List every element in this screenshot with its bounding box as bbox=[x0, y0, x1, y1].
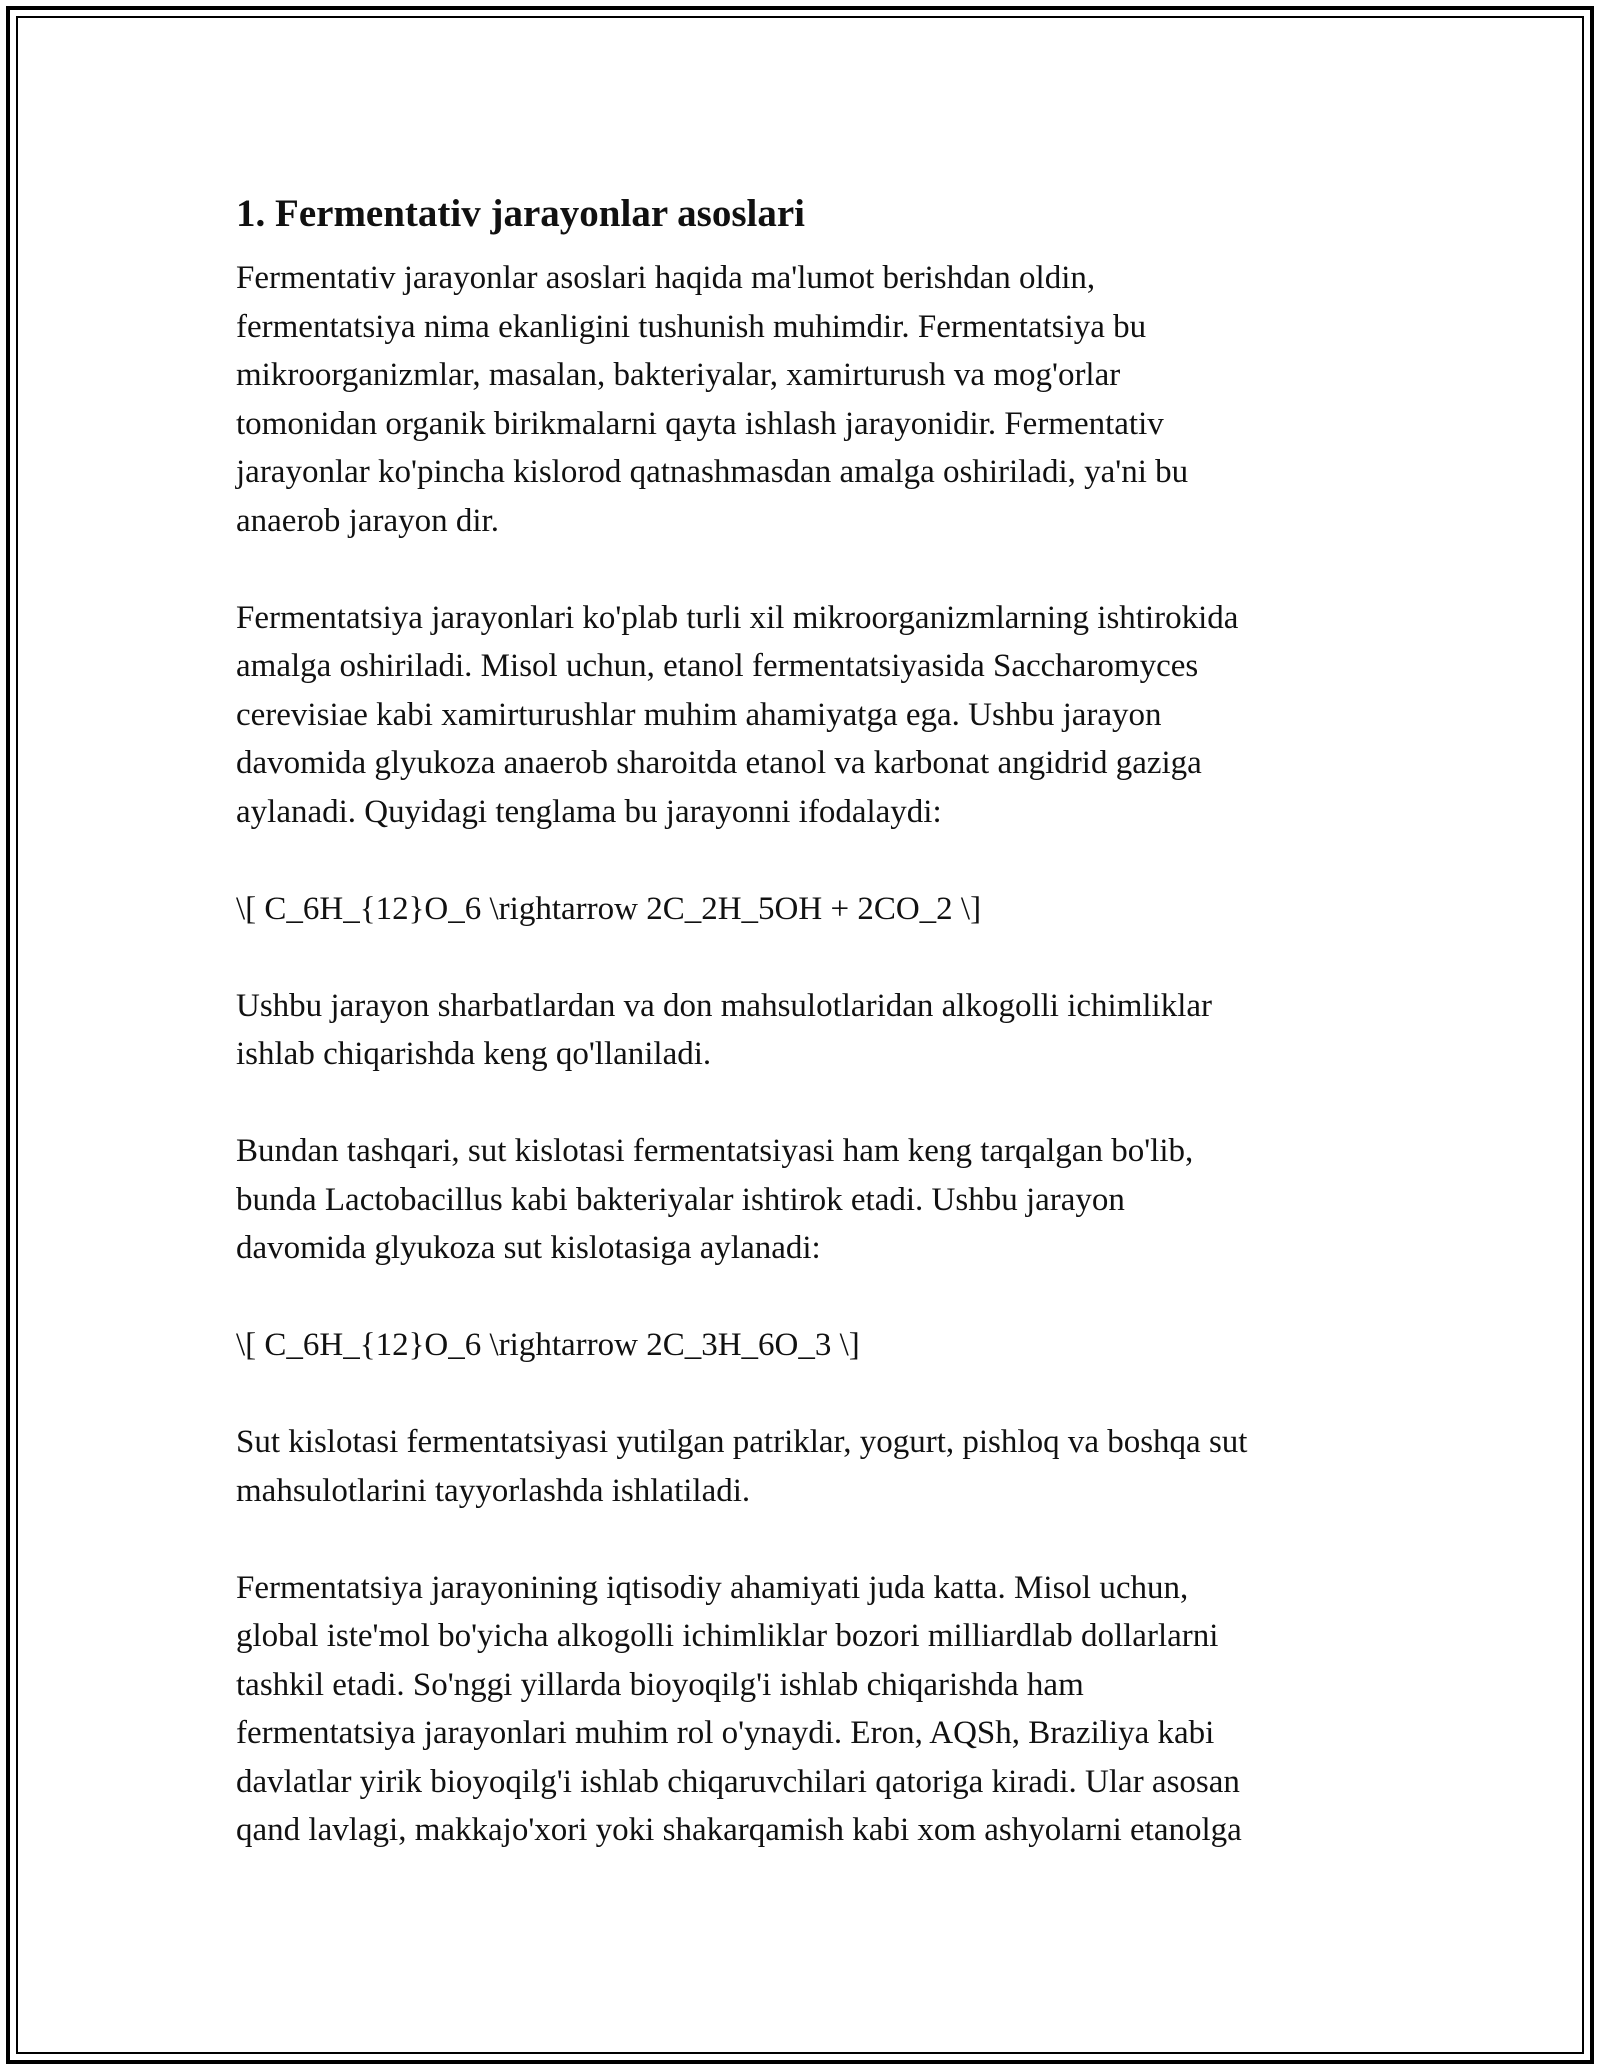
text-line: davomida glyukoza anaerob sharoitda etanol va karbonat angidrid gaziga bbox=[236, 745, 1202, 781]
text-line: tomonidan organik birikmalarni qayta ishlash jarayonidir. Fermentativ bbox=[236, 405, 1164, 442]
text-line: Sut kislotasi fermentatsiyasi yutilgan patriklar, yogurt, pishloq va boshqa sut bbox=[236, 1424, 1248, 1460]
text-line: ishlab chiqarishda keng qo'llaniladi. bbox=[236, 1036, 712, 1072]
text-line: Fermentatsiya jarayonlari ko'plab turli xil mikroorganizmlarning ishtirokida bbox=[236, 599, 1239, 636]
equation-lactic-acid: \[ C_6H_{12}O_6 \rightarrow 2C_3H_6O_3 \] bbox=[236, 1327, 860, 1363]
text-line: qand lavlagi, makkajo'xori yoki shakarqamish kabi xom ashyolarni etanolga bbox=[236, 1812, 1242, 1848]
equation-ethanol: \[ C_6H_{12}O_6 \rightarrow 2C_2H_5OH + 2CO_2 \] bbox=[236, 890, 982, 927]
paragraph-alcohol-usage bbox=[236, 982, 1386, 1079]
text-line: jarayonlar ko'pincha kislorod qatnashmasdan amalga oshiriladi, ya'ni bu bbox=[236, 454, 1189, 490]
text-line: fermentatsiya jarayonlari muhim rol o'ynaydi. Eron, AQSh, Braziliya kabi bbox=[236, 1715, 1215, 1751]
text-line: global iste'mol bo'yicha alkogolli ichimliklar bozori milliardlab dollarlarni bbox=[236, 1618, 1219, 1654]
text-line: aylanadi. Quyidagi tenglama bu jarayonni ifodalaydi: bbox=[236, 793, 942, 830]
paragraph-intro bbox=[236, 254, 1386, 545]
text-line: mahsulotlarini tayyorlashda ishlatiladi. bbox=[236, 1472, 751, 1509]
text-line: amalga oshiriladi. Misol uchun, etanol fermentatsiyasida Saccharomyces bbox=[236, 648, 1199, 684]
text-line: anaerob jarayon dir. bbox=[236, 502, 499, 539]
text-line: Ushbu jarayon sharbatlardan va don mahsulotlaridan alkogolli ichimliklar bbox=[236, 987, 1212, 1024]
paragraph-economic-importance bbox=[236, 1564, 1386, 1855]
text-line: bunda Lactobacillus kabi bakteriyalar ishtirok etadi. Ushbu jarayon bbox=[236, 1181, 1125, 1218]
paragraph-lactic-fermentation bbox=[236, 1127, 1386, 1273]
paragraph-dairy-usage bbox=[236, 1418, 1386, 1515]
text-line: mikroorganizmlar, masalan, bakteriyalar, xamirturush va mog'orlar bbox=[236, 357, 1121, 393]
text-line: cerevisiae kabi xamirturushlar muhim ahamiyatga ega. Ushbu jarayon bbox=[236, 696, 1162, 733]
text-line: Fermentatsiya jarayonining iqtisodiy ahamiyati juda katta. Misol uchun, bbox=[236, 1569, 1189, 1606]
section-heading: 1. Fermentativ jarayonlar asoslari bbox=[236, 192, 806, 235]
text-line: davlatlar yirik bioyoqilg'i ishlab chiqaruvchilari qatoriga kiradi. Ular asosan bbox=[236, 1763, 1240, 1800]
text-line: tashkil etadi. So'nggi yillarda bioyoqilg'i ishlab chiqarishda ham bbox=[236, 1666, 1084, 1703]
text-line: Bundan tashqari, sut kislotasi fermentatsiyasi ham keng tarqalgan bo'lib, bbox=[236, 1133, 1194, 1169]
paragraph-ethanol-fermentation bbox=[236, 594, 1386, 837]
text-line: davomida glyukoza sut kislotasiga aylanadi: bbox=[236, 1230, 821, 1266]
document-body bbox=[236, 186, 1386, 1903]
text-line: Fermentativ jarayonlar asoslari haqida ma'lumot berishdan oldin, bbox=[236, 260, 1096, 296]
text-line: fermentatsiya nima ekanligini tushunish muhimdir. Fermentatsiya bu bbox=[236, 308, 1147, 345]
